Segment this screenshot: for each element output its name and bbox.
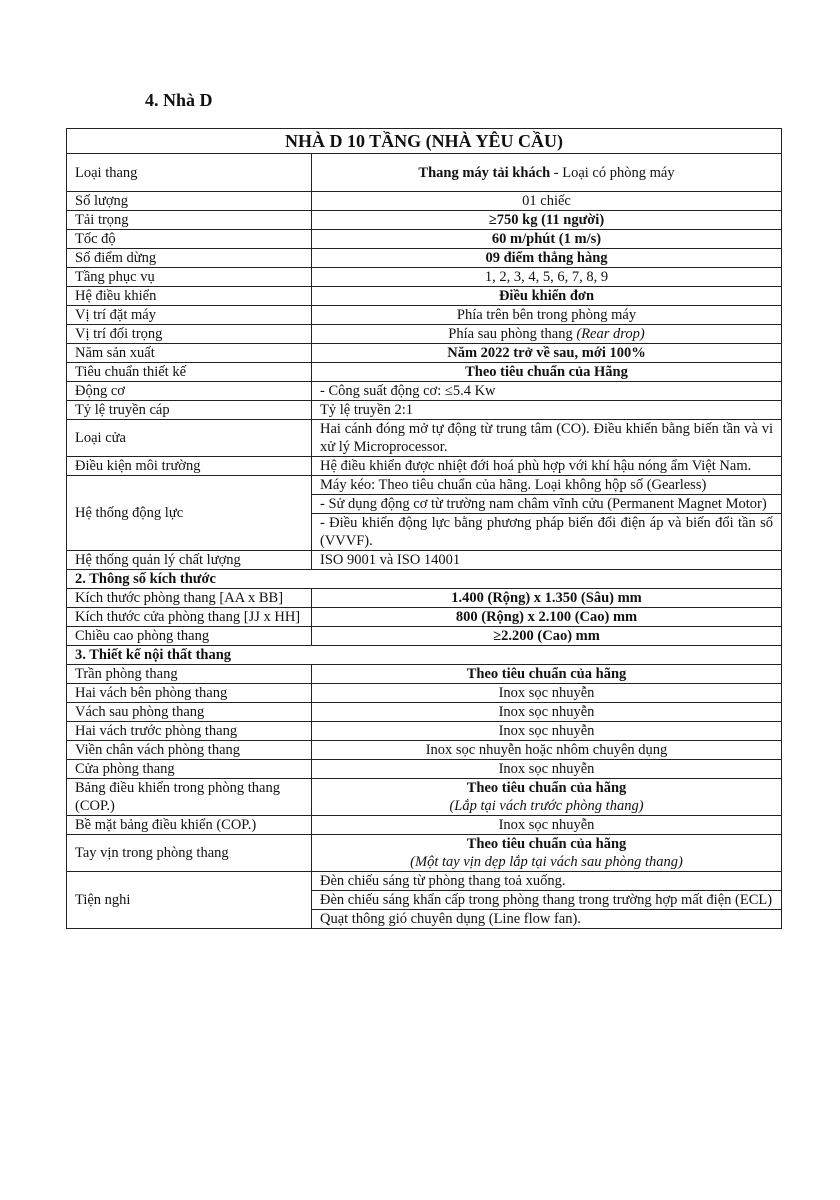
row-value: Điều khiển đơn xyxy=(312,287,782,306)
table-row xyxy=(67,741,782,760)
row-label: Vị trí đối trọng xyxy=(67,325,312,344)
row-label: Kích thước phòng thang [AA x BB] xyxy=(67,589,312,608)
row-label: Hai vách bên phòng thang xyxy=(67,684,312,703)
row-label: Vị trí đặt máy xyxy=(67,306,312,325)
table-row xyxy=(67,154,782,192)
table-row xyxy=(67,287,782,306)
row-value xyxy=(312,325,782,344)
row-label: Loại cửa xyxy=(67,420,312,457)
value-text: Phía sau phòng thang xyxy=(448,326,577,342)
row-value: 800 (Rộng) x 2.100 (Cao) mm xyxy=(312,608,782,627)
row-label: Cửa phòng thang xyxy=(67,760,312,779)
row-label: Số điểm dừng xyxy=(67,249,312,268)
row-value: Inox sọc nhuyễn xyxy=(312,722,782,741)
section-row xyxy=(67,646,782,665)
row-value: Quạt thông gió chuyên dụng (Line flow fan). xyxy=(312,910,782,929)
row-label: Chiều cao phòng thang xyxy=(67,627,312,646)
table-row xyxy=(67,816,782,835)
section-title: 3. Thiết kế nội thất thang xyxy=(67,646,782,665)
row-value: 60 m/phút (1 m/s) xyxy=(312,230,782,249)
row-label: Hai vách trước phòng thang xyxy=(67,722,312,741)
row-label: Viền chân vách phòng thang xyxy=(67,741,312,760)
table-row xyxy=(67,268,782,287)
row-label: Hệ thống động lực xyxy=(67,476,312,551)
row-label: Trần phòng thang xyxy=(67,665,312,684)
row-value: Đèn chiếu sáng từ phòng thang toả xuống. xyxy=(312,872,782,891)
table-row xyxy=(67,344,782,363)
row-label: Tầng phục vụ xyxy=(67,268,312,287)
value-line: Theo tiêu chuẩn của hãng xyxy=(466,780,627,796)
table-row xyxy=(67,230,782,249)
table-row xyxy=(67,325,782,344)
row-value: Đèn chiếu sáng khẩn cấp trong phòng thang trong trường hợp mất điện (ECL) xyxy=(312,891,782,910)
row-label: Điều kiện môi trường xyxy=(67,457,312,476)
row-value: 09 điểm thẳng hàng xyxy=(312,249,782,268)
row-value: Theo tiêu chuẩn của Hãng xyxy=(312,363,782,382)
row-value: 01 chiếc xyxy=(312,192,782,211)
row-value: Hai cánh đóng mở tự động từ trung tâm (CO). Điều khiển bằng biến tần và vi xử lý Microprocessor. xyxy=(312,420,782,457)
row-label: Tiêu chuẩn thiết kế xyxy=(67,363,312,382)
row-label: Vách sau phòng thang xyxy=(67,703,312,722)
row-value: Phía trên bên trong phòng máy xyxy=(312,306,782,325)
spec-table xyxy=(66,128,782,929)
table-row xyxy=(67,476,782,495)
value-bold: Thang máy tải khách xyxy=(418,164,551,181)
row-label: Hệ điều khiển xyxy=(67,287,312,306)
row-label: Tiện nghi xyxy=(67,872,312,929)
table-title-row xyxy=(67,129,782,154)
row-value: Tỷ lệ truyền 2:1 xyxy=(312,401,782,420)
row-label: Hệ thống quản lý chất lượng xyxy=(67,551,312,570)
table-row xyxy=(67,608,782,627)
row-value: Inox sọc nhuyễn xyxy=(312,760,782,779)
row-value: Máy kéo: Theo tiêu chuẩn của hãng. Loại không hộp số (Gearless) xyxy=(312,476,782,495)
table-row xyxy=(67,306,782,325)
value-line-italic: (Lắp tại vách trước phòng thang) xyxy=(449,798,644,814)
row-value: Năm 2022 trở về sau, mới 100% xyxy=(312,344,782,363)
table-row xyxy=(67,779,782,816)
table-row xyxy=(67,551,782,570)
table-row xyxy=(67,363,782,382)
table-row xyxy=(67,703,782,722)
row-label: Bề mặt bảng điều khiển (COP.) xyxy=(67,816,312,835)
table-row xyxy=(67,665,782,684)
row-value xyxy=(312,835,782,872)
row-value: Inox sọc nhuyễn hoặc nhôm chuyên dụng xyxy=(312,741,782,760)
table-row xyxy=(67,589,782,608)
row-label: Kích thước cửa phòng thang [JJ x HH] xyxy=(67,608,312,627)
row-label: Năm sản xuất xyxy=(67,344,312,363)
row-label: Động cơ xyxy=(67,382,312,401)
value-rest: - Loại có phòng máy xyxy=(550,164,675,181)
value-italic: (Rear drop) xyxy=(576,326,645,342)
table-row xyxy=(67,835,782,872)
table-row xyxy=(67,211,782,230)
value-line-italic: (Một tay vịn dẹp lắp tại vách sau phòng thang) xyxy=(410,854,683,870)
table-row xyxy=(67,760,782,779)
row-value: - Công suất động cơ: ≤5.4 Kw xyxy=(312,382,782,401)
table-row xyxy=(67,420,782,457)
table-title: NHÀ D 10 TẦNG (NHÀ YÊU CẦU) xyxy=(67,129,782,154)
row-value xyxy=(312,154,782,192)
table-row xyxy=(67,684,782,703)
row-value: Hệ điều khiển được nhiệt đới hoá phù hợp với khí hậu nóng ẩm Việt Nam. xyxy=(312,457,782,476)
row-value: Inox sọc nhuyễn xyxy=(312,703,782,722)
row-value: - Điều khiển động lực bằng phương pháp biến đổi điện áp và biến đổi tần số (VVVF). xyxy=(312,514,782,551)
value-line: Theo tiêu chuẩn của hãng xyxy=(466,836,627,852)
row-label: Tay vịn trong phòng thang xyxy=(67,835,312,872)
section-heading: 4. Nhà D xyxy=(145,90,213,110)
section-title: 2. Thông số kích thước xyxy=(67,570,782,589)
table-row xyxy=(67,249,782,268)
section-row xyxy=(67,570,782,589)
row-value: - Sử dụng động cơ từ trường nam châm vĩnh cửu (Permanent Magnet Motor) xyxy=(312,495,782,514)
row-value: Inox sọc nhuyễn xyxy=(312,684,782,703)
table-row xyxy=(67,192,782,211)
row-label: Tải trọng xyxy=(67,211,312,230)
table-row xyxy=(67,627,782,646)
table-row xyxy=(67,401,782,420)
row-label: Tỷ lệ truyền cáp xyxy=(67,401,312,420)
row-label: Số lượng xyxy=(67,192,312,211)
row-value xyxy=(312,779,782,816)
table-row xyxy=(67,722,782,741)
row-value: ≥2.200 (Cao) mm xyxy=(312,627,782,646)
table-row xyxy=(67,457,782,476)
row-value: ISO 9001 và ISO 14001 xyxy=(312,551,782,570)
row-value: 1, 2, 3, 4, 5, 6, 7, 8, 9 xyxy=(312,268,782,287)
row-value: 1.400 (Rộng) x 1.350 (Sâu) mm xyxy=(312,589,782,608)
row-value: Inox sọc nhuyễn xyxy=(312,816,782,835)
row-label: Tốc độ xyxy=(67,230,312,249)
row-label: Loại thang xyxy=(67,154,312,192)
row-label: Bảng điều khiển trong phòng thang (COP.) xyxy=(67,779,312,816)
row-value: ≥750 kg (11 người) xyxy=(312,211,782,230)
row-value: Theo tiêu chuẩn của hãng xyxy=(312,665,782,684)
table-row xyxy=(67,872,782,891)
table-row xyxy=(67,382,782,401)
